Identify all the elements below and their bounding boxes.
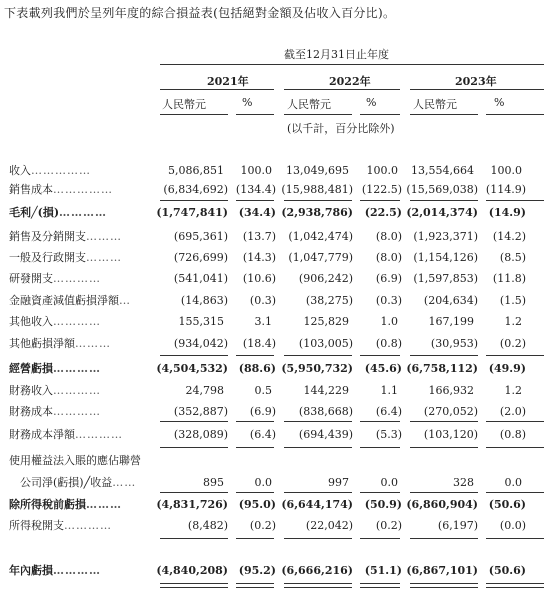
amount-cell: (30,953)	[430, 337, 478, 350]
row-label	[9, 249, 122, 267]
row-leader-dots: ………	[75, 337, 111, 350]
subtotal-rule	[486, 447, 544, 448]
amount-cell: (6,197)	[437, 519, 478, 532]
percent-cell: (0.2)	[375, 519, 402, 532]
subtotal-rule	[360, 355, 400, 356]
row-label-text: 經營虧損	[9, 362, 53, 375]
table-row	[0, 360, 550, 378]
percent-2023: %	[494, 96, 505, 109]
percent-cell: (0.3)	[249, 294, 276, 307]
subtotal-rule	[160, 538, 228, 539]
row-label-text: 一般及行政開支	[9, 251, 86, 264]
row-leader-dots: ……………	[53, 183, 113, 196]
row-label	[9, 204, 107, 222]
subtotal-rule	[410, 492, 478, 493]
unit-rule-2021b	[236, 114, 274, 115]
amount-cell: 13,554,664	[411, 164, 474, 177]
subtotal-rule	[360, 492, 400, 493]
amount-cell: 144,229	[303, 384, 349, 397]
intro-text: 下表載列我們於呈列年度的綜合損益表(包括絕對金額及佔收入百分比)。	[4, 6, 396, 20]
currency-2023: 人民幣元	[413, 98, 457, 111]
amount-cell: 5,086,851	[168, 164, 224, 177]
amount-cell: (1,047,779)	[288, 251, 353, 264]
subtotal-rule	[284, 538, 352, 539]
percent-cell: (10.6)	[242, 272, 276, 285]
percent-cell: (50.6)	[488, 564, 526, 577]
subtotal-rule	[284, 200, 352, 201]
amount-cell: (6,834,692)	[163, 183, 228, 196]
amount-cell: (838,668)	[298, 405, 353, 418]
amount-cell: (4,831,726)	[156, 498, 228, 511]
amount-cell: (6,758,112)	[406, 362, 478, 375]
amount-cell: (695,361)	[173, 230, 228, 243]
amount-cell: (38,275)	[305, 294, 353, 307]
row-label-text: 收入	[9, 164, 31, 177]
subtotal-rule	[236, 355, 274, 356]
percent-cell: (14.9)	[488, 206, 526, 219]
amount-cell: 166,932	[428, 384, 474, 397]
amount-cell: (2,938,786)	[281, 206, 353, 219]
percent-cell: 3.1	[254, 315, 272, 328]
percent-cell: 0.0	[380, 476, 398, 489]
row-leader-dots: ……	[112, 476, 137, 489]
amount-cell: 13,049,695	[286, 164, 349, 177]
percent-cell: (134.4)	[235, 183, 276, 196]
amount-cell: 997	[328, 476, 349, 489]
percent-cell: (8.0)	[375, 251, 402, 264]
percent-cell: 1.1	[380, 384, 398, 397]
amount-cell: 155,315	[178, 315, 224, 328]
table-row	[0, 562, 550, 580]
total-double-rule	[284, 583, 352, 588]
amount-cell: (5,950,732)	[281, 362, 353, 375]
unit-rule-2023a	[410, 114, 478, 115]
percent-cell: (14.2)	[492, 230, 526, 243]
subtotal-rule	[360, 538, 400, 539]
percent-cell: 100.0	[366, 164, 398, 177]
subtotal-rule	[410, 200, 478, 201]
row-label-text: 財務成本	[9, 405, 53, 418]
row-label	[9, 562, 101, 580]
percent-cell: (6.4)	[375, 405, 402, 418]
table-row	[0, 228, 550, 246]
subtotal-rule	[160, 200, 228, 201]
row-label	[9, 426, 123, 444]
amount-cell: (22,042)	[305, 519, 353, 532]
subtotal-rule	[160, 492, 228, 493]
currency-2021: 人民幣元	[162, 98, 206, 111]
year-2023: 2023年	[455, 75, 497, 88]
amount-cell: (15,988,481)	[281, 183, 353, 196]
currency-2022: 人民幣元	[287, 98, 331, 111]
row-leader-dots: …………	[53, 564, 101, 577]
percent-cell: (0.8)	[375, 337, 402, 350]
table-row	[0, 204, 550, 222]
percent-cell: 0.0	[504, 476, 522, 489]
table-row	[0, 474, 550, 492]
subtotal-rule	[160, 447, 228, 448]
percent-cell: (13.7)	[242, 230, 276, 243]
row-leader-dots: ………	[86, 230, 122, 243]
percent-cell: (50.6)	[488, 498, 526, 511]
subtotal-rule	[236, 538, 274, 539]
subtotal-rule	[360, 421, 400, 422]
subtotal-rule	[486, 421, 544, 422]
table-row	[0, 517, 550, 535]
subtotal-rule	[486, 200, 544, 201]
percent-cell: (0.3)	[375, 294, 402, 307]
amount-cell: 895	[203, 476, 224, 489]
row-label	[9, 313, 101, 331]
percent-cell: (95.2)	[238, 564, 276, 577]
percent-cell: 1.0	[380, 315, 398, 328]
unit-rule-2022b	[360, 114, 400, 115]
subtotal-rule	[486, 538, 544, 539]
percent-cell: 100.0	[490, 164, 522, 177]
row-label	[9, 270, 101, 288]
subtotal-rule	[284, 421, 352, 422]
row-label	[9, 162, 91, 180]
amount-cell: 24,798	[185, 384, 224, 397]
row-label-text: 年內虧損	[9, 564, 53, 577]
row-label-text: 財務收入	[9, 384, 53, 397]
total-double-rule	[486, 583, 544, 588]
row-leader-dots: …………	[53, 272, 101, 285]
year-2021: 2021年	[207, 75, 249, 88]
percent-cell: (18.4)	[242, 337, 276, 350]
percent-cell: 100.0	[240, 164, 272, 177]
amount-cell: (1,154,126)	[413, 251, 478, 264]
percent-cell: (0.2)	[249, 519, 276, 532]
row-leader-dots: ……………	[31, 164, 91, 177]
row-label	[9, 517, 112, 535]
row-label	[9, 181, 113, 199]
amount-cell: (204,634)	[423, 294, 478, 307]
amount-cell: 167,199	[428, 315, 474, 328]
header-top-rule	[160, 64, 544, 65]
percent-cell: (49.9)	[488, 362, 526, 375]
amount-cell: (15,569,038)	[406, 183, 478, 196]
row-label-text: 其他虧損淨額	[9, 337, 75, 350]
row-leader-dots: …………	[53, 315, 101, 328]
amount-cell: (6,867,101)	[406, 564, 478, 577]
percent-cell: (95.0)	[238, 498, 276, 511]
table-row	[0, 496, 550, 514]
unit-rule-2022a	[284, 114, 352, 115]
percent-cell: 1.2	[504, 384, 522, 397]
amount-cell: (6,644,174)	[281, 498, 353, 511]
table-row	[0, 426, 550, 444]
percent-cell: (6.4)	[249, 428, 276, 441]
row-label-text: 金融資產減值虧損淨額	[9, 294, 119, 307]
subtotal-rule	[236, 447, 274, 448]
row-label	[9, 496, 122, 514]
percent-cell: (22.5)	[364, 206, 402, 219]
row-leader-dots: …………	[53, 362, 101, 375]
row-label	[9, 382, 101, 400]
percent-cell: (0.2)	[499, 337, 526, 350]
percent-2021: %	[242, 96, 253, 109]
row-label-text: 公司淨(虧損)╱收益	[20, 476, 113, 489]
row-leader-dots: …………	[59, 206, 108, 219]
percent-cell: (50.9)	[364, 498, 402, 511]
percent-cell: (6.9)	[249, 405, 276, 418]
table-row	[0, 382, 550, 400]
percent-cell: (11.8)	[492, 272, 526, 285]
table-row	[0, 162, 550, 180]
amount-cell: (934,042)	[173, 337, 228, 350]
row-label-text: 研發開支	[9, 272, 53, 285]
year-rule-2021	[160, 89, 274, 90]
year-2022: 2022年	[329, 75, 371, 88]
total-double-rule	[236, 583, 274, 588]
percent-cell: (51.1)	[364, 564, 402, 577]
percent-cell: (34.4)	[238, 206, 276, 219]
percent-cell: (122.5)	[361, 183, 402, 196]
row-leader-dots: …………	[53, 405, 101, 418]
row-leader-dots: …………	[75, 428, 123, 441]
table-row	[0, 292, 550, 310]
amount-cell: (2,014,374)	[406, 206, 478, 219]
total-double-rule	[410, 583, 478, 588]
amount-cell: (352,887)	[173, 405, 228, 418]
unit-rule-2021a	[160, 114, 228, 115]
amount-cell: (1,747,841)	[156, 206, 228, 219]
row-label	[9, 335, 111, 353]
amount-cell: (6,860,904)	[406, 498, 478, 511]
subtotal-rule	[410, 355, 478, 356]
percent-cell: (0.0)	[499, 519, 526, 532]
amount-cell: (8,482)	[187, 519, 228, 532]
row-label-text: 其他收入	[9, 315, 53, 328]
subtotal-rule	[160, 421, 228, 422]
amount-cell: (1,923,371)	[413, 230, 478, 243]
amount-cell: 328	[453, 476, 474, 489]
year-rule-2023	[410, 89, 544, 90]
subtotal-rule	[486, 492, 544, 493]
table-row	[0, 270, 550, 288]
amount-cell: (694,439)	[298, 428, 353, 441]
amount-cell: (103,120)	[423, 428, 478, 441]
subtotal-rule	[410, 538, 478, 539]
amount-cell: (270,052)	[423, 405, 478, 418]
amount-cell: (14,863)	[180, 294, 228, 307]
amount-cell: (906,242)	[298, 272, 353, 285]
table-row	[0, 313, 550, 331]
percent-cell: (8.0)	[375, 230, 402, 243]
subtotal-rule	[160, 355, 228, 356]
row-label	[9, 403, 101, 421]
table-row	[0, 452, 550, 470]
row-leader-dots: …………	[53, 384, 101, 397]
total-double-rule	[160, 583, 228, 588]
row-label-text: 銷售成本	[9, 183, 53, 196]
percent-cell: (114.9)	[485, 183, 526, 196]
amount-cell: (541,041)	[173, 272, 228, 285]
subtotal-rule	[360, 447, 400, 448]
table-row	[0, 335, 550, 353]
amount-cell: (1,597,853)	[413, 272, 478, 285]
row-label-text: 毛利╱(損)	[9, 206, 60, 219]
subtotal-rule	[410, 421, 478, 422]
unit-rule-2023b	[486, 114, 544, 115]
table-row	[0, 403, 550, 421]
amount-cell: 125,829	[303, 315, 349, 328]
subtotal-rule	[284, 447, 352, 448]
percent-cell: (5.3)	[375, 428, 402, 441]
percent-cell: (14.3)	[242, 251, 276, 264]
percent-cell: (6.9)	[375, 272, 402, 285]
row-label-text: 使用權益法入賬的應佔聯營	[9, 454, 141, 467]
unit-note: (以千計，百分比除外)	[287, 122, 395, 135]
row-label-text: 所得稅開支	[9, 519, 64, 532]
subtotal-rule	[236, 200, 274, 201]
row-leader-dots: …	[119, 294, 131, 307]
percent-cell: (0.8)	[499, 428, 526, 441]
row-leader-dots: …………	[64, 519, 112, 532]
subtotal-rule	[486, 355, 544, 356]
percent-2022: %	[366, 96, 377, 109]
percent-cell: 0.0	[254, 476, 272, 489]
subtotal-rule	[410, 447, 478, 448]
amount-cell: (103,005)	[298, 337, 353, 350]
percent-cell: 1.2	[504, 315, 522, 328]
year-rule-2022	[284, 89, 400, 90]
amount-cell: (4,840,208)	[156, 564, 228, 577]
row-leader-dots: ………	[86, 251, 122, 264]
subtotal-rule	[236, 421, 274, 422]
row-label	[9, 360, 101, 378]
amount-cell: (4,504,532)	[156, 362, 228, 375]
period-header: 截至12月31日止年度	[284, 48, 389, 61]
percent-cell: (88.6)	[238, 362, 276, 375]
row-label	[9, 292, 131, 310]
amount-cell: (6,666,216)	[281, 564, 353, 577]
total-double-rule	[360, 583, 400, 588]
amount-cell: (726,699)	[173, 251, 228, 264]
table-row	[0, 249, 550, 267]
row-label	[9, 452, 141, 470]
amount-cell: (328,089)	[173, 428, 228, 441]
row-label	[20, 474, 136, 492]
percent-cell: (45.6)	[364, 362, 402, 375]
percent-cell: (2.0)	[499, 405, 526, 418]
table-row	[0, 181, 550, 199]
row-label-text: 銷售及分銷開支	[9, 230, 86, 243]
percent-cell: (8.5)	[499, 251, 526, 264]
subtotal-rule	[360, 200, 400, 201]
row-label-text: 財務成本淨額	[9, 428, 75, 441]
amount-cell: (1,042,474)	[288, 230, 353, 243]
row-label	[9, 228, 122, 246]
row-label-text: 除所得稅前虧損	[9, 498, 86, 511]
subtotal-rule	[284, 355, 352, 356]
subtotal-rule	[236, 492, 274, 493]
percent-cell: 0.5	[254, 384, 272, 397]
percent-cell: (1.5)	[499, 294, 526, 307]
row-leader-dots: ………	[86, 498, 122, 511]
subtotal-rule	[284, 492, 352, 493]
